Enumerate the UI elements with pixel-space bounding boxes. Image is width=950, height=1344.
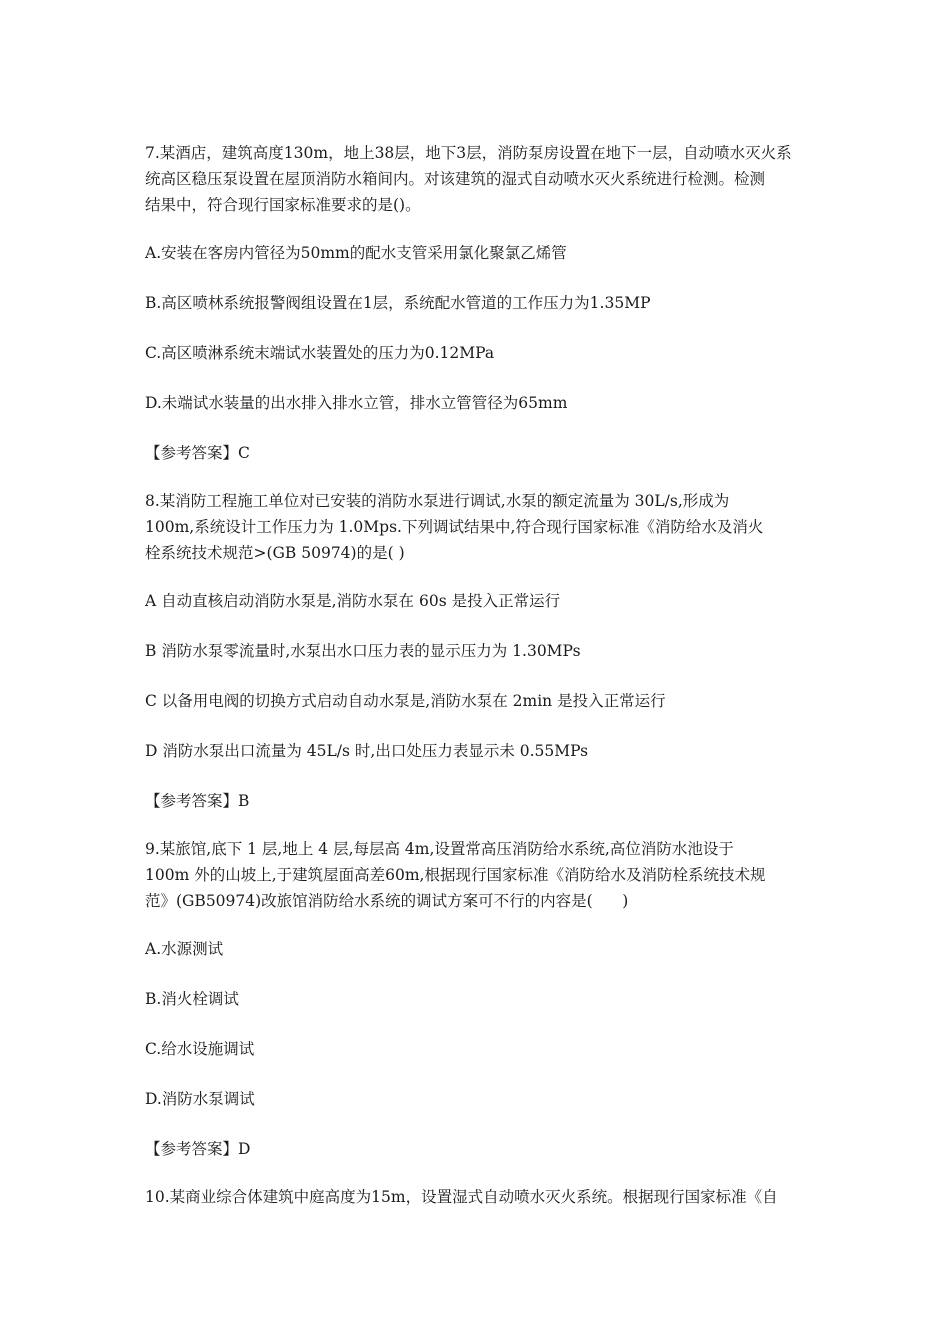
option-c: C.给水设施调试 xyxy=(145,1040,255,1058)
question-stem xyxy=(145,140,817,218)
option-a: A.安装在客房内管径为50mm的配水支管采用氯化聚氯乙烯管 xyxy=(145,244,567,262)
document-page xyxy=(145,140,817,1232)
stem-line: 范》(GB50974)改旅馆消防给水系统的调试方案可不行的内容是( ) xyxy=(145,892,629,910)
option-d: D.消防水泵调试 xyxy=(145,1090,255,1108)
stem-line: 9.某旅馆,底下 1 层,地上 4 层,每层高 4m,设置常高压消防给水系统,高位消防水池设于 xyxy=(145,840,734,858)
stem-line: 100m 外的山坡上,于建筑屋面高差60m,根据现行国家标准《消防给水及消防栓系统技术规 xyxy=(145,866,766,884)
reference-answer: 【参考答案】C xyxy=(145,444,250,462)
stem-line: 100m,系统设计工作压力为 1.0Mps.下列调试结果中,符合现行国家标准《消防给水及消火 xyxy=(145,518,764,536)
option-b: B.消火栓调试 xyxy=(145,990,239,1008)
reference-answer: 【参考答案】D xyxy=(145,1140,251,1158)
option-a: A.水源测试 xyxy=(145,940,224,958)
stem-line: 10.某商业综合体建筑中庭高度为15m，设置湿式自动喷水灭火系统。根据现行国家标准《自 xyxy=(145,1188,778,1206)
option-b: B.高区喷林系统报警阀组设置在1层，系统配水管道的工作压力为1.35MP xyxy=(145,294,651,312)
question-stem xyxy=(145,488,817,566)
stem-line: 7.某酒店，建筑高度130m，地上38层，地下3层，消防泵房设置在地下一层，自动喷水灭火系 xyxy=(145,144,792,162)
stem-line: 8.某消防工程施工单位对已安装的消防水泵进行调试,水泵的额定流量为 30L/s,形成为 xyxy=(145,492,730,510)
stem-line: 栓系统技术规范>(GB 50974)的是( ) xyxy=(145,544,405,562)
question-9 xyxy=(145,836,817,1162)
reference-answer: 【参考答案】B xyxy=(145,792,250,810)
option-b: B 消防水泵零流量时,水泵出水口压力表的显示压力为 1.30MPs xyxy=(145,642,581,660)
stem-line: 统高区稳压泵设置在屋顶消防水箱间内。对该建筑的湿式自动喷水灭火系统进行检测。检测 xyxy=(145,170,766,188)
option-d: D.未端试水装量的出水排入排水立管，排水立管管径为65mm xyxy=(145,394,568,412)
option-c: C 以备用电阀的切换方式启动自动水泵是,消防水泵在 2min 是投入正常运行 xyxy=(145,692,666,710)
option-a: A 自动直核启动消防水泵是,消防水泵在 60s 是投入正常运行 xyxy=(145,592,561,610)
question-stem xyxy=(145,836,817,914)
question-10 xyxy=(145,1184,817,1210)
option-d: D 消防水泵出口流量为 45L/s 时,出口处压力表显示未 0.55MPs xyxy=(145,742,589,760)
stem-line: 结果中，符合现行国家标准要求的是()。 xyxy=(145,196,421,214)
question-7 xyxy=(145,140,817,466)
question-8 xyxy=(145,488,817,814)
option-c: C.高区喷淋系统末端试水装置处的压力为0.12MPa xyxy=(145,344,495,362)
question-stem xyxy=(145,1184,817,1210)
